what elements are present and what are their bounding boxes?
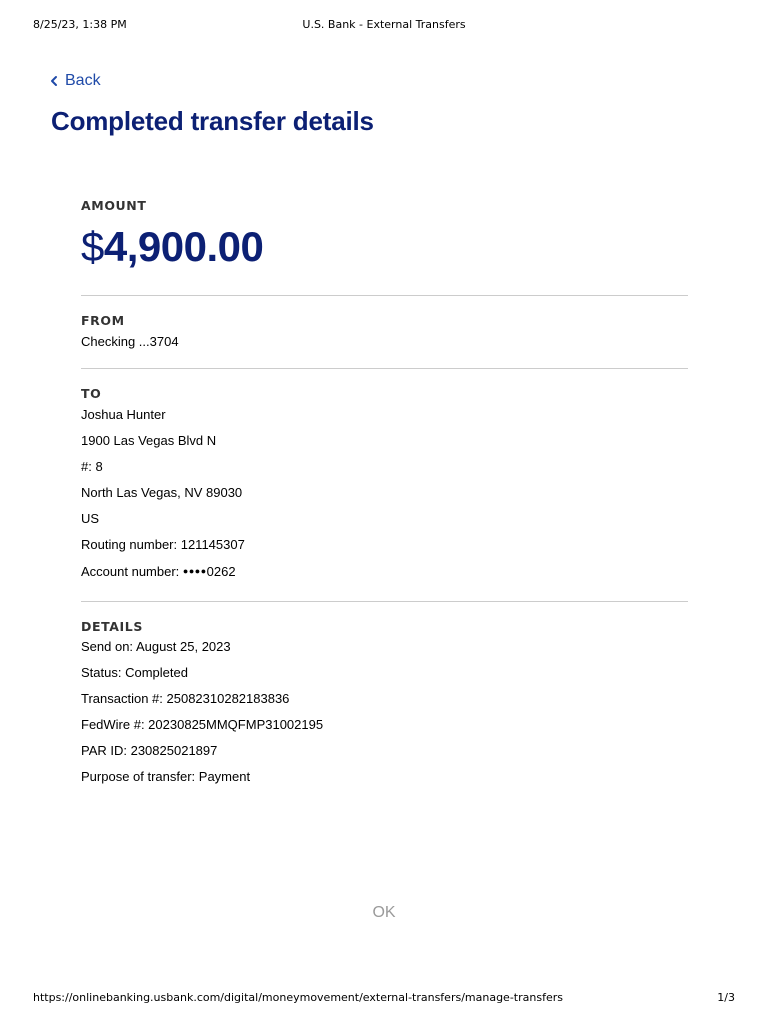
currency-symbol: $	[81, 223, 104, 270]
transfer-details	[81, 198, 688, 790]
ok-button[interactable]: OK	[372, 904, 396, 921]
transfer-purpose: Purpose of transfer: Payment	[81, 769, 251, 784]
print-datetime: 8/25/23, 1:38 PM	[33, 18, 127, 31]
recipient-address-unit: #: 8	[81, 459, 103, 474]
account-number-prefix: Account number:	[81, 564, 183, 579]
chevron-left-icon	[48, 74, 60, 88]
routing-number: Routing number: 121145307	[81, 537, 245, 552]
send-on: Send on: August 25, 2023	[81, 639, 231, 654]
print-page-number: 1/3	[717, 991, 735, 1004]
account-number	[81, 558, 688, 585]
page-title: Completed transfer details	[51, 106, 374, 136]
recipient-city-state-zip: North Las Vegas, NV 89030	[81, 485, 243, 500]
print-url: https://onlinebanking.usbank.com/digital/moneymovement/external-transfers/manage-transfers	[33, 991, 563, 1004]
amount-section	[81, 198, 688, 273]
recipient-address-line1: 1900 Las Vegas Blvd N	[81, 433, 217, 448]
from-label: FROM	[81, 313, 125, 328]
details-section	[81, 602, 688, 790]
back-label: Back	[65, 72, 101, 89]
amount-number: 4,900.00	[103, 223, 264, 270]
transaction-number: Transaction #: 25082310282183836	[81, 691, 290, 706]
amount-label: AMOUNT	[81, 198, 147, 213]
recipient-name: Joshua Hunter	[81, 407, 166, 422]
transfer-status: Status: Completed	[81, 665, 188, 680]
amount-value	[81, 221, 688, 273]
back-link[interactable]	[48, 72, 101, 90]
account-last4: 0262	[206, 564, 236, 579]
to-section	[81, 369, 688, 585]
print-header	[0, 18, 768, 32]
fedwire-number: FedWire #: 20230825MMQFMP31002195	[81, 717, 324, 732]
account-mask: ●●●●	[182, 566, 207, 576]
from-section	[81, 296, 688, 355]
details-label: DETAILS	[81, 619, 143, 634]
print-title: U.S. Bank - External Transfers	[302, 18, 466, 31]
par-id: PAR ID: 230825021897	[81, 743, 218, 758]
recipient-country: US	[81, 511, 100, 526]
print-footer	[0, 991, 768, 1005]
from-account: Checking ...3704	[81, 334, 179, 349]
to-label: TO	[81, 386, 102, 401]
